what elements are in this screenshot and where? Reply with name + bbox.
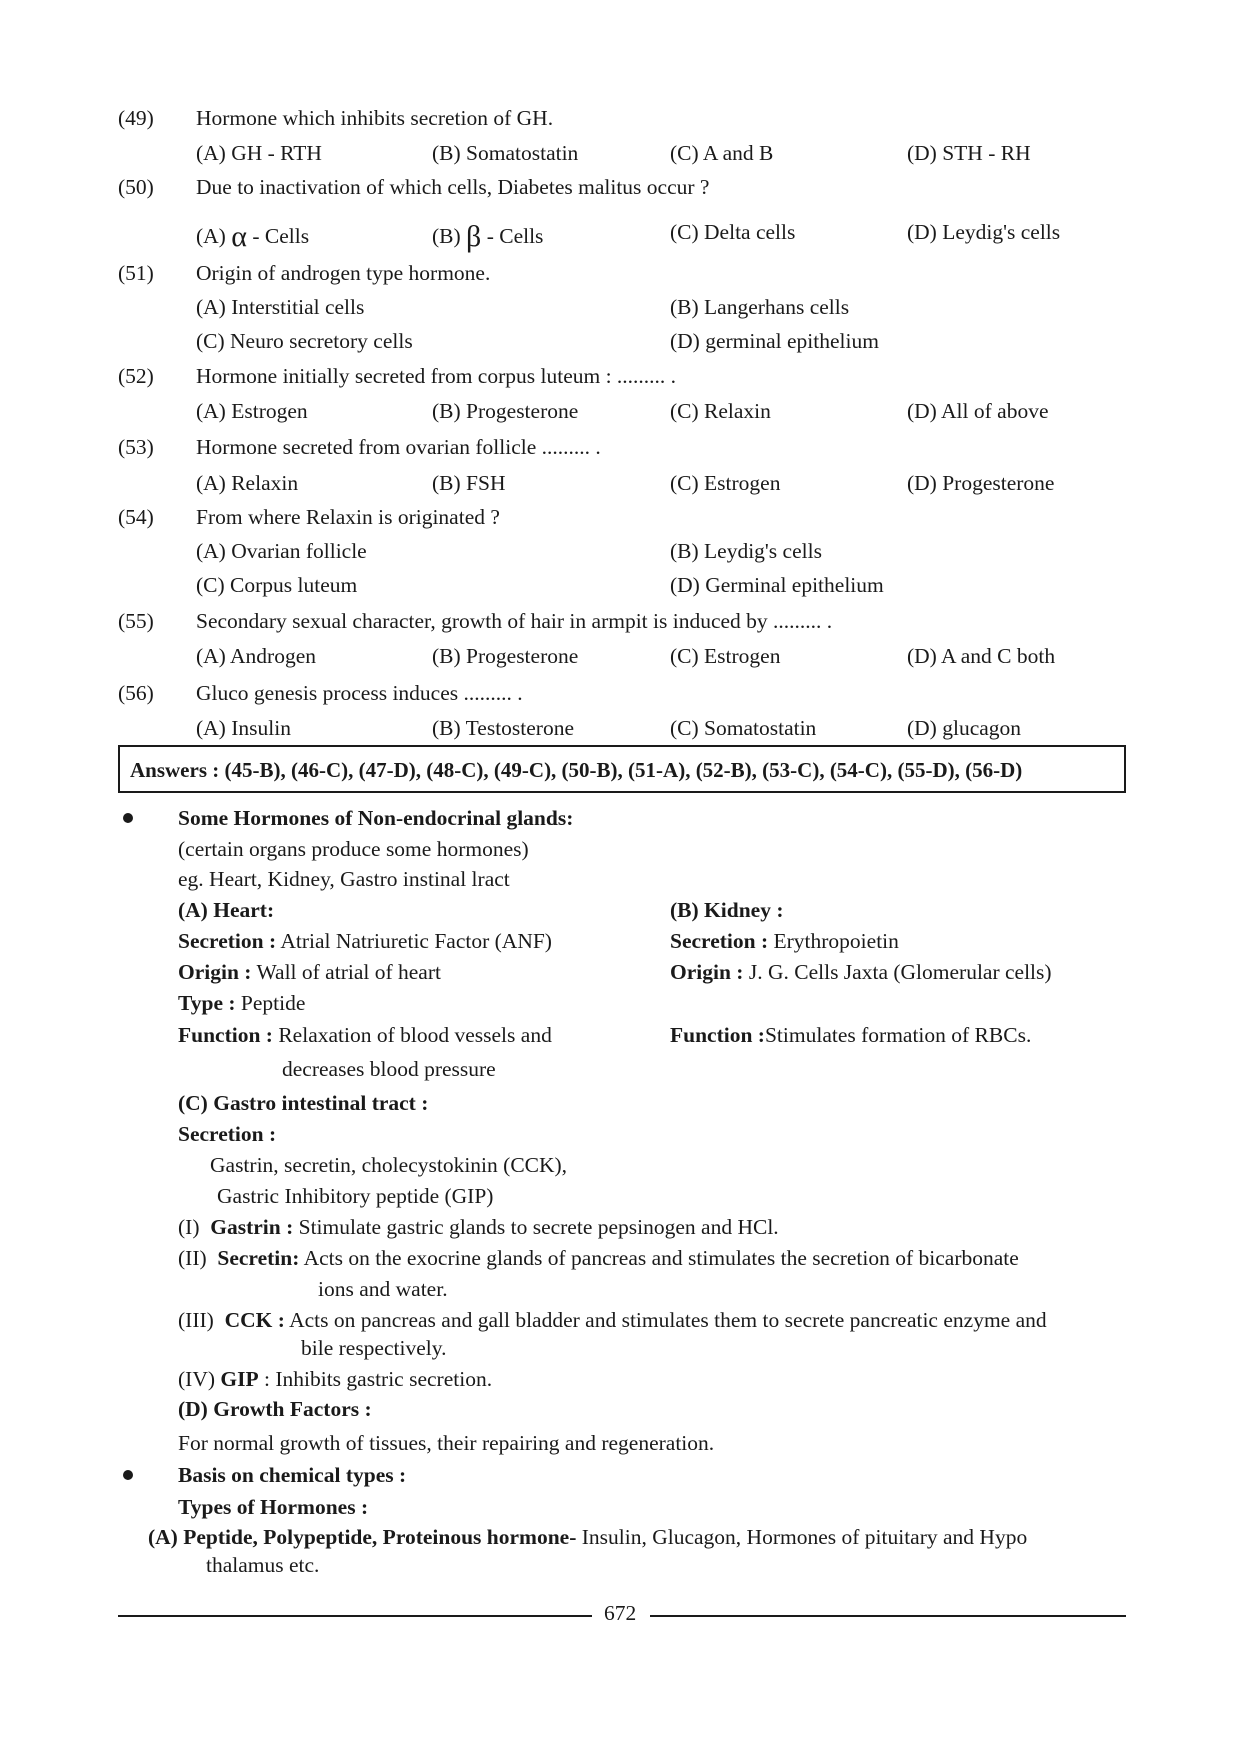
option-a: (A) Estrogen [196,399,308,423]
gi-item-secretin-cont: ions and water. [318,1277,448,1301]
option-a: (A) Relaxin [196,471,299,495]
option-b: (B) Leydig's cells [670,539,822,563]
beta-symbol: β [466,220,482,253]
option-c: (C) Delta cells [670,220,796,244]
kidney-function: Function :Stimulates formation of RBCs. [670,1023,1032,1047]
gi-secretion-label: Secretion : [178,1122,277,1146]
heart-function-cont: decreases blood pressure [282,1057,496,1081]
option-b: (B) Somatostatin [432,141,579,165]
alpha-symbol: α [231,220,247,253]
gi-secretion-line2: Gastric Inhibitory peptide (GIP) [217,1184,494,1208]
option-d: (D) STH - RH [907,141,1031,165]
option-a: (A) Androgen [196,644,317,668]
bullet-icon [123,813,133,823]
question-number: (55) [118,609,154,633]
section-intro: (certain organs produce some hormones) [178,837,529,861]
question-text: Secondary sexual character, growth of hair in armpit is induced by ......... . [196,609,833,633]
option-d: (D) Germinal epithelium [670,573,884,597]
option-b: (B) Testosterone [432,716,574,740]
option-a: (A) α - Cells [196,220,310,253]
section-heading: Basis on chemical types : [178,1463,407,1487]
option-c: (C) Estrogen [670,471,781,495]
heart-function: Function : Relaxation of blood vessels and [178,1023,552,1047]
page-number: 672 [604,1601,637,1625]
option-b: (B) β - Cells [432,220,544,253]
growth-text: For normal growth of tissues, their repairing and regeneration. [178,1431,715,1455]
question-number: (52) [118,364,154,388]
option-d: (D) Leydig's cells [907,220,1061,244]
question-number: (53) [118,435,154,459]
section-heading: Some Hormones of Non-endocrinal glands: [178,806,574,830]
question-text: Hormone secreted from ovarian follicle ......... . [196,435,601,459]
question-number: (51) [118,261,154,285]
gi-item-cck-cont: bile respectively. [301,1336,447,1360]
option-c: (C) Relaxin [670,399,771,423]
gi-item-cck: (III) CCK : Acts on pancreas and gall bladder and stimulates them to secrete pancreatic enzyme and [178,1308,1047,1332]
option-a: (A) Ovarian follicle [196,539,367,563]
question-text: Hormone which inhibits secretion of GH. [196,106,554,130]
hormone-type-a-cont: thalamus etc. [206,1553,320,1577]
kidney-origin: Origin : J. G. Cells Jaxta (Glomerular cells) [670,960,1052,984]
option-a: (A) Interstitial cells [196,295,365,319]
bullet-icon [123,1470,133,1480]
option-b: (B) Progesterone [432,399,579,423]
gi-secretion-line1: Gastrin, secretin, cholecystokinin (CCK), [210,1153,568,1177]
option-c: (C) A and B [670,141,774,165]
option-d: (D) glucagon [907,716,1022,740]
option-c: (C) Corpus luteum [196,573,358,597]
option-b: (B) FSH [432,471,506,495]
growth-title: (D) Growth Factors : [178,1397,372,1421]
option-c: (C) Neuro secretory cells [196,329,413,353]
gi-item-gip: (IV) GIP : Inhibits gastric secretion. [178,1367,493,1391]
option-c: (C) Somatostatin [670,716,817,740]
option-d: (D) A and C both [907,644,1056,668]
question-number: (49) [118,106,154,130]
option-b: (B) Progesterone [432,644,579,668]
gi-item-secretin: (II) Secretin: Acts on the exocrine glands of pancreas and stimulates the secretion of bicarbonate [178,1246,1019,1270]
option-a: (A) Insulin [196,716,291,740]
hormone-type-a: (A) Peptide, Polypeptide, Proteinous hormone- Insulin, Glucagon, Hormones of pituitary and Hypo [148,1525,1028,1549]
footer-rule-right [650,1615,1126,1617]
kidney-title: (B) Kidney : [670,898,784,922]
option-c: (C) Estrogen [670,644,781,668]
gi-title: (C) Gastro intestinal tract : [178,1091,429,1115]
question-number: (54) [118,505,154,529]
question-text: Origin of androgen type hormone. [196,261,491,285]
question-number: (56) [118,681,154,705]
question-text: Due to inactivation of which cells, Diabetes malitus occur ? [196,175,710,199]
footer-rule-left [118,1615,592,1617]
kidney-secretion: Secretion : Erythropoietin [670,929,899,953]
option-d: (D) All of above [907,399,1049,423]
gi-item-gastrin: (I) Gastrin : Stimulate gastric glands to secrete pepsinogen and HCl. [178,1215,779,1239]
section-example: eg. Heart, Kidney, Gastro instinal lract [178,867,510,891]
answers-text: Answers : (45-B), (46-C), (47-D), (48-C), (49-C), (50-B), (51-A), (52-B), (53-C), (54-C), (55-D), (56-D) [130,758,1023,782]
question-text: From where Relaxin is originated ? [196,505,500,529]
heart-type: Type : Peptide [178,991,306,1015]
section-subheading: Types of Hormones : [178,1495,369,1519]
option-d: (D) Progesterone [907,471,1055,495]
heart-title: (A) Heart: [178,898,275,922]
option-b: (B) Langerhans cells [670,295,850,319]
option-a: (A) GH - RTH [196,141,322,165]
question-text: Gluco genesis process induces ......... . [196,681,523,705]
heart-secretion: Secretion : Atrial Natriuretic Factor (ANF) [178,929,552,953]
option-d: (D) germinal epithelium [670,329,879,353]
question-text: Hormone initially secreted from corpus luteum : ......... . [196,364,677,388]
question-number: (50) [118,175,154,199]
heart-origin: Origin : Wall of atrial of heart [178,960,441,984]
